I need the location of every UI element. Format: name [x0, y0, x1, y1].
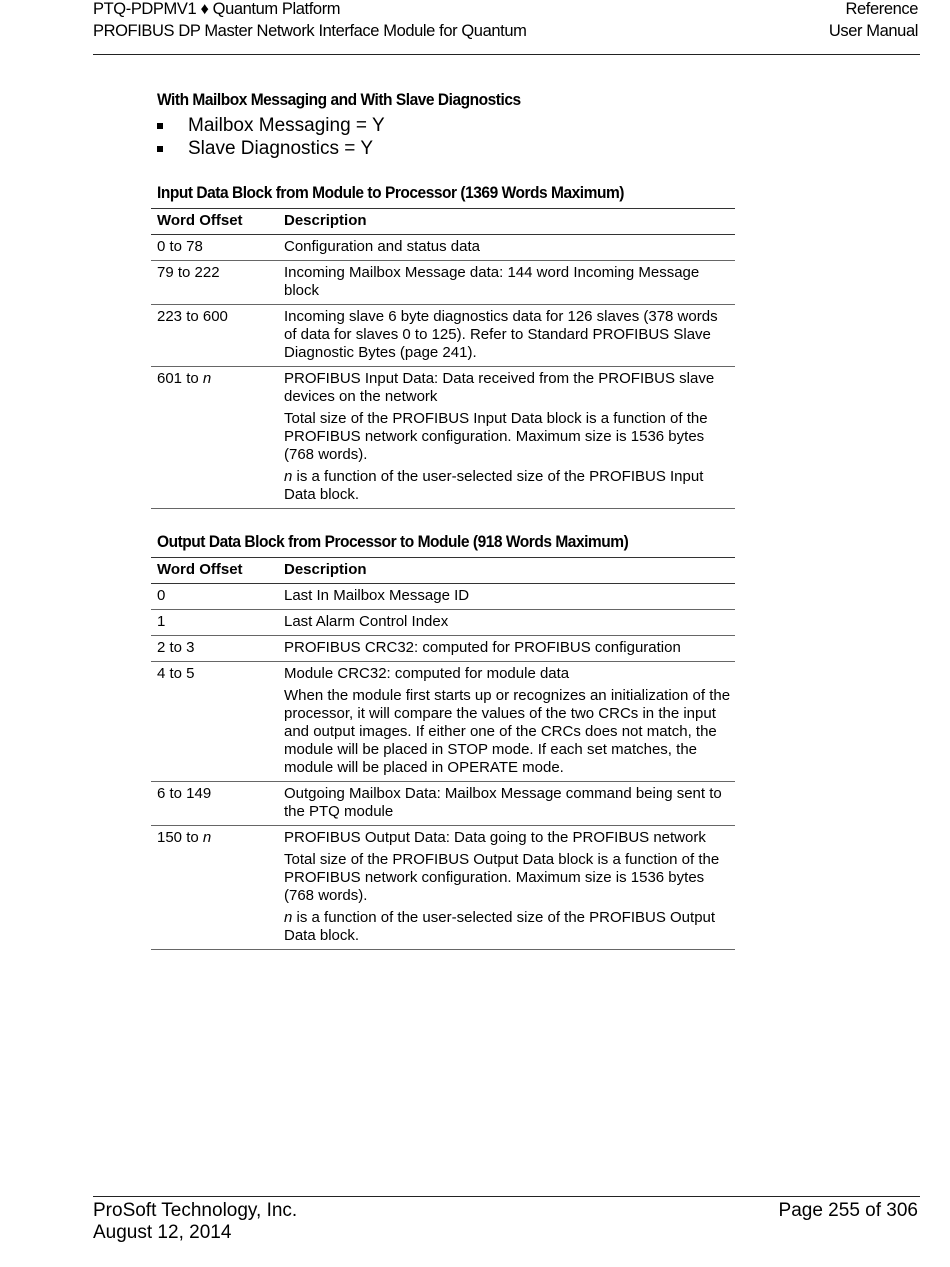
page-content: [151, 89, 735, 950]
offset-variable: n: [202, 829, 212, 846]
description-paragraph: When the module first starts up or recognizes an initialization of the processor, it will compare the values of the two CRCs in the input and output images. If either one of the CRCs does not match, the module will be placed in STOP mode. If each set matches, the module will be placed in OPERATE mode.: [284, 687, 731, 776]
cell-description: [278, 826, 735, 950]
description-paragraph: Total size of the PROFIBUS Output Data block is a function of the PROFIBUS network configuration. Maximum size is 1536 bytes (768 words).: [284, 851, 720, 904]
description-paragraph: PROFIBUS Output Data: Data going to the PROFIBUS network: [284, 829, 706, 846]
description-paragraph: Module CRC32: computed for module data: [284, 665, 570, 682]
cell-offset: [151, 826, 278, 950]
page-footer: [93, 1196, 920, 1243]
offset-variable: n: [202, 370, 212, 387]
output-table-title: Output Data Block from Processor to Module (918 Words Maximum): [157, 533, 629, 551]
cell-description: [278, 662, 735, 782]
description-text: is a function of the user-selected size of the PROFIBUS Input Data block.: [284, 468, 704, 503]
col-header-description: Description: [278, 209, 735, 235]
description-paragraph: Total size of the PROFIBUS Input Data block is a function of the PROFIBUS network configuration. Maximum size is 1536 bytes (768 words).: [284, 410, 708, 463]
table-row: [151, 636, 735, 662]
header-section: Reference: [845, 0, 918, 18]
table-row: [151, 782, 735, 826]
description-paragraph: [284, 468, 731, 504]
cell-offset: [151, 367, 278, 509]
bullet-list: [151, 115, 735, 160]
cell-description: [278, 367, 735, 509]
bullet-item: [151, 138, 735, 161]
cell-offset: 0: [151, 584, 278, 610]
bullet-text: Mailbox Messaging = Y: [188, 115, 385, 136]
variable-n: n: [284, 909, 293, 926]
col-header-offset: Word Offset: [151, 209, 278, 235]
cell-offset: 1: [151, 610, 278, 636]
bullet-square-icon: [157, 123, 163, 129]
cell-description: Outgoing Mailbox Data: Mailbox Message command being sent to the PTQ module: [278, 782, 735, 826]
table-row: [151, 235, 735, 261]
output-data-table: [151, 557, 735, 950]
input-data-table: [151, 208, 735, 509]
input-table-title: Input Data Block from Module to Processor (1369 Words Maximum): [157, 184, 624, 202]
header-doc-type: User Manual: [828, 22, 918, 40]
cell-offset: 223 to 600: [151, 305, 278, 367]
table-row: [151, 662, 735, 782]
table-row: [151, 584, 735, 610]
bullet-text: Slave Diagnostics = Y: [188, 137, 373, 159]
table-row: [151, 305, 735, 367]
cell-description: PROFIBUS CRC32: computed for PROFIBUS configuration: [278, 636, 735, 662]
cell-description: Incoming slave 6 byte diagnostics data for 126 slaves (378 words of data for slaves 0 to 125). Refer to Standard PROFIBUS Slave Diagnostic Bytes (page 241).: [278, 305, 735, 367]
header-product: PTQ-PDPMV1 ♦ Quantum Platform: [93, 0, 341, 18]
col-header-offset: Word Offset: [151, 558, 278, 584]
cell-offset: 2 to 3: [151, 636, 278, 662]
footer-company: ProSoft Technology, Inc.: [93, 1200, 298, 1221]
description-text: is a function of the user-selected size of the PROFIBUS Output Data block.: [284, 909, 716, 944]
offset-prefix: 150 to: [157, 829, 203, 846]
cell-description: Last Alarm Control Index: [278, 610, 735, 636]
footer-date: August 12, 2014: [93, 1222, 232, 1243]
cell-description: Last In Mailbox Message ID: [278, 584, 735, 610]
cell-offset: 6 to 149: [151, 782, 278, 826]
description-paragraph: PROFIBUS Input Data: Data received from the PROFIBUS slave devices on the network: [284, 370, 715, 405]
bullet-item: [151, 115, 735, 138]
cell-description: Incoming Mailbox Message data: 144 word Incoming Message block: [278, 261, 735, 305]
table-header-row: [151, 558, 735, 584]
page-header: [93, 0, 920, 55]
table-row: [151, 261, 735, 305]
table-row: [151, 826, 735, 950]
variable-n: n: [284, 468, 293, 485]
cell-offset: 79 to 222: [151, 261, 278, 305]
table-header-row: [151, 209, 735, 235]
description-paragraph: [284, 909, 731, 945]
col-header-description: Description: [278, 558, 735, 584]
offset-prefix: 601 to: [157, 370, 203, 387]
table-row: [151, 610, 735, 636]
cell-offset: 4 to 5: [151, 662, 278, 782]
cell-offset: 0 to 78: [151, 235, 278, 261]
footer-page-number: Page 255 of 306: [778, 1200, 918, 1221]
section-heading: With Mailbox Messaging and With Slave Diagnostics: [157, 91, 521, 109]
table-row: [151, 367, 735, 509]
bullet-square-icon: [157, 146, 163, 152]
cell-description: Configuration and status data: [278, 235, 735, 261]
header-subtitle: PROFIBUS DP Master Network Interface Module for Quantum: [93, 22, 527, 40]
